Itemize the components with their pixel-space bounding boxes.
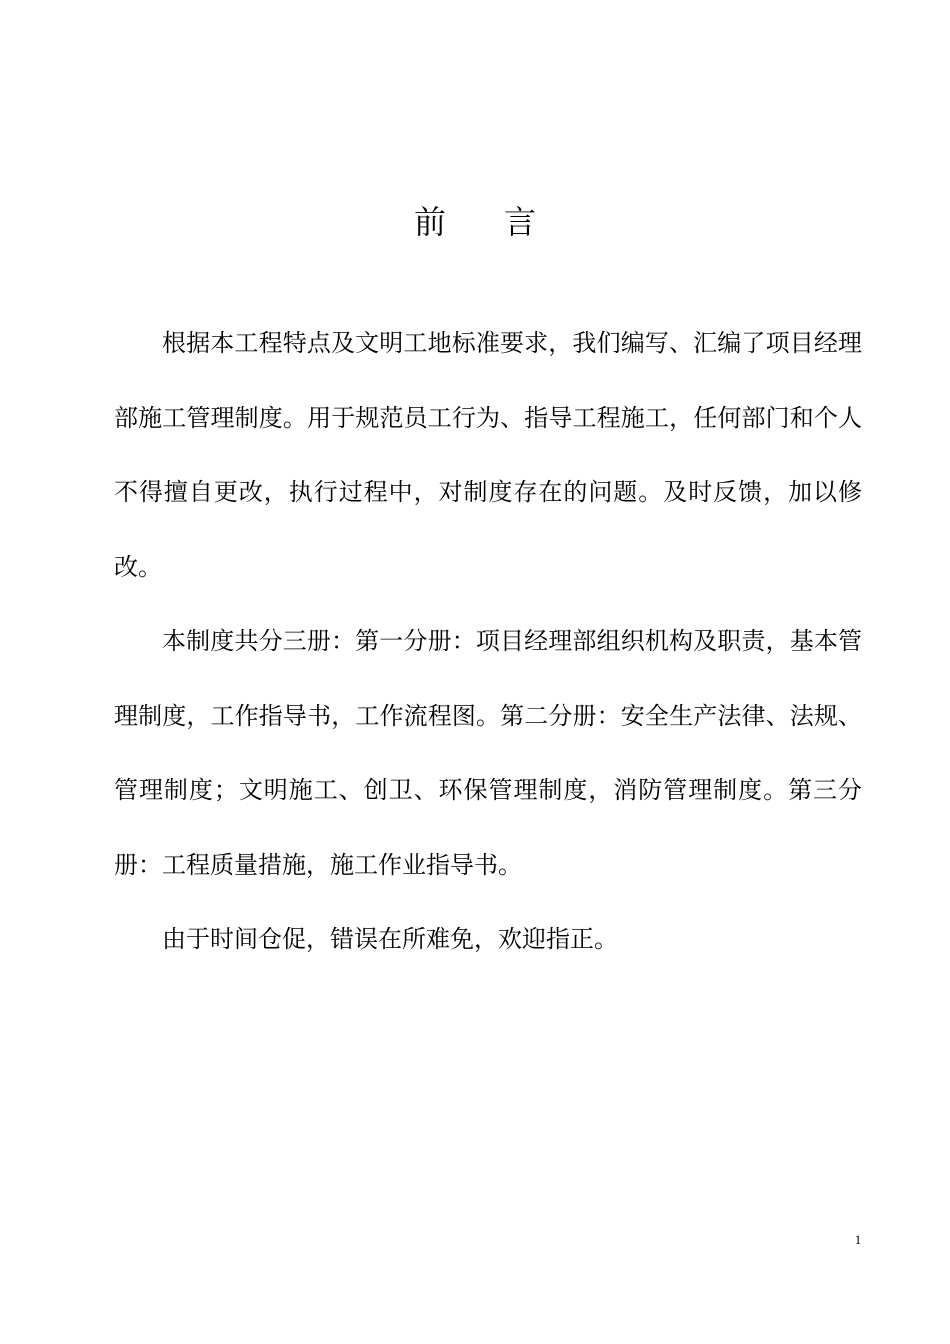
title-char-2: 言 [504,203,537,241]
title-char-1: 前 [413,203,446,241]
paragraph-1: 根据本工程特点及文明工地标准要求，我们编写、汇编了项目经理部施工管理制度。用于规范员工行为、指导工程施工，任何部门和个人不得擅自更改，执行过程中，对制度存在的问题。及时反馈，加以修改。 [114,329,862,581]
body-text [114,306,862,977]
page-title [0,200,950,244]
page-number: 1 [854,1232,862,1247]
paragraph-2: 本制度共分三册：第一分册：项目经理部组织机构及职责，基本管理制度，工作指导书，工作流程图。第二分册：安全生产法律、法规、管理制度；文明施工、创卫、环保管理制度，消防管理制度。第三分册：工程质量措施，施工作业指导书。 [114,627,862,879]
paragraph-3: 由于时间仓促，错误在所难免，欢迎指正。 [162,925,618,953]
